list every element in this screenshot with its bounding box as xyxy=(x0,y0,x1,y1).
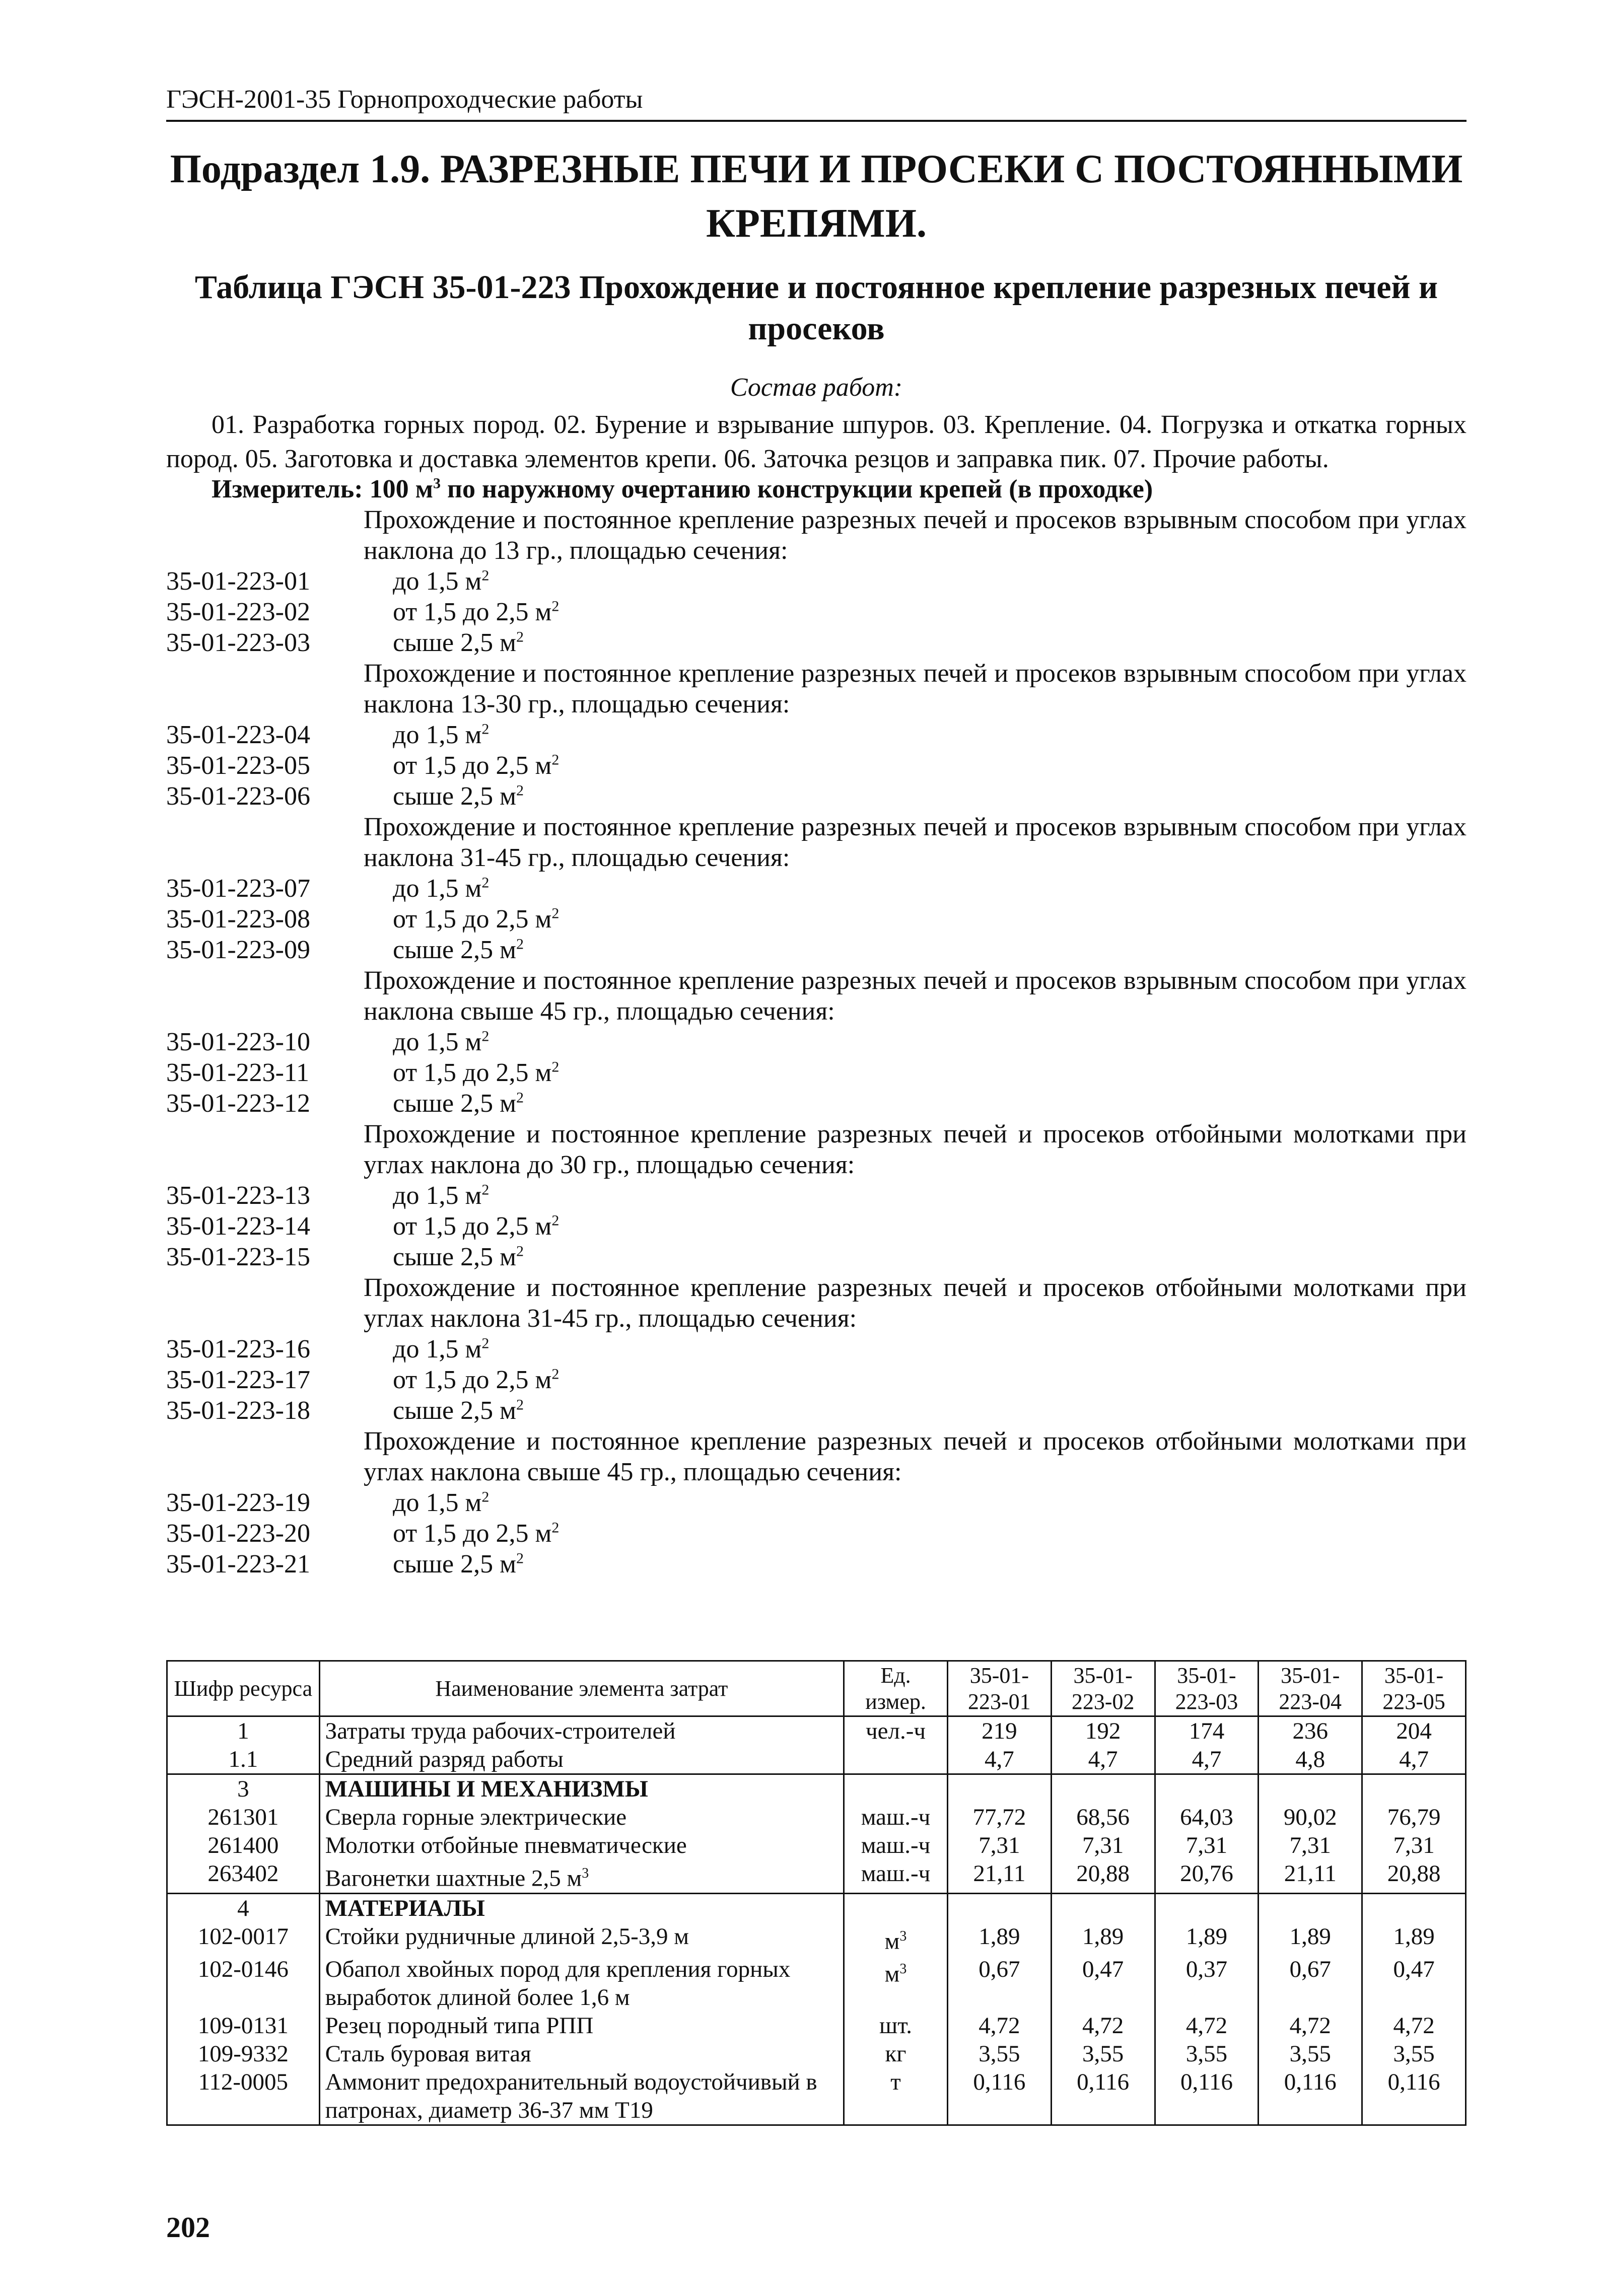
norm-cross-section: сыше 2,5 $м^2$ xyxy=(393,1550,524,1578)
table-row xyxy=(167,1893,1466,1922)
work-composition-title: Состав работ: xyxy=(730,373,903,402)
norm-value-cell: 1,89 xyxy=(1051,1922,1155,1956)
norm-value-cell: 192 xyxy=(1051,1716,1155,1746)
table-row xyxy=(167,2068,1466,2125)
cost-element-cell: Вагонетки шахтные 2,5 $м^3$ xyxy=(319,1859,844,1893)
subsection-title: Подраздел 1.9. РАЗРЕЗНЫЕ ПЕЧИ И ПРОСЕКИ С ПОСТОЯННЫМИ КРЕПЯМИ. xyxy=(170,147,1463,246)
norm-value-cell: 3,55 xyxy=(1362,2040,1466,2068)
norm-value-cell xyxy=(1155,1774,1259,1804)
norm-cross-section: до 1,5 $м^2$ xyxy=(393,1488,490,1517)
norm-row xyxy=(166,1518,1467,1549)
norm-value-cell: 7,31 xyxy=(1155,1831,1259,1859)
norm-cross-section: от 1,5 до 2,5 $м^2$ xyxy=(393,1058,560,1087)
norm-value-cell xyxy=(947,1774,1051,1804)
norm-cross-section: сыше 2,5 $м^2$ xyxy=(393,782,524,811)
norm-row xyxy=(166,1057,1467,1088)
norm-row xyxy=(166,597,1467,627)
norm-cross-section: сыше 2,5 $м^2$ xyxy=(393,1243,524,1271)
norm-row xyxy=(166,1334,1467,1365)
cost-element-cell: Затраты труда рабочих-строителей xyxy=(319,1716,844,1746)
norm-code: 35-01-223-01 xyxy=(166,567,310,596)
measure-label: Измеритель: xyxy=(212,475,363,504)
norm-cross-section: от 1,5 до 2,5 $м^2$ xyxy=(393,905,560,934)
norm-cross-section: от 1,5 до 2,5 $м^2$ xyxy=(393,1519,560,1548)
cost-element-cell: Аммонит предохранительный водоустойчивый в патронах, диаметр 36-37 мм Т19 xyxy=(319,2068,844,2125)
norm-value-cell: 20,76 xyxy=(1155,1859,1259,1893)
unit-cell xyxy=(844,1774,948,1804)
norm-list xyxy=(166,505,1467,1580)
norm-value-cell: 21,11 xyxy=(947,1859,1051,1893)
norm-row xyxy=(166,1027,1467,1057)
norm-cross-section: сыше 2,5 $м^2$ xyxy=(393,936,524,964)
header-unit: Ед. измер. xyxy=(844,1661,948,1716)
norm-value-cell: 4,7 xyxy=(1362,1745,1466,1774)
norm-value-cell: 1,89 xyxy=(1362,1922,1466,1956)
norm-value-cell xyxy=(1259,1893,1362,1922)
page-number: 202 xyxy=(166,2211,210,2244)
norm-row xyxy=(166,627,1467,658)
header-resource-code: Шифр ресурса xyxy=(167,1661,320,1716)
norm-value-cell: 3,55 xyxy=(1155,2040,1259,2068)
unit-cell: шт. xyxy=(844,2012,948,2040)
table-header-row xyxy=(167,1661,1466,1716)
norm-cross-section: до 1,5 $м^2$ xyxy=(393,721,490,749)
norm-row xyxy=(166,1088,1467,1119)
norm-code: 35-01-223-15 xyxy=(166,1243,310,1271)
table-row xyxy=(167,2012,1466,2040)
header-norm: 35-01- 223-01 xyxy=(947,1661,1051,1716)
norm-value-cell: 1,89 xyxy=(1259,1922,1362,1956)
norm-row xyxy=(166,720,1467,750)
norm-row xyxy=(166,566,1467,597)
norm-code: 35-01-223-02 xyxy=(166,598,310,626)
norm-value-cell: 0,37 xyxy=(1155,1955,1259,2012)
norm-value-cell: 7,31 xyxy=(1051,1831,1155,1859)
norm-value-cell: 4,7 xyxy=(947,1745,1051,1774)
unit-cell: маш.-ч xyxy=(844,1859,948,1893)
norm-group-description: Прохождение и постоянное крепление разрезных печей и просеков взрывным способом при углах наклона 31-45 гр., площадью сечения: xyxy=(364,813,1467,872)
norm-value-cell: 77,72 xyxy=(947,1803,1051,1831)
norm-value-cell: 3,55 xyxy=(1259,2040,1362,2068)
cost-element-cell: Обапол хвойных пород для крепления горных выработок длиной более 1,6 м xyxy=(319,1955,844,2012)
norm-value-cell: 7,31 xyxy=(947,1831,1051,1859)
cost-element-cell: Резец породный типа РПП xyxy=(319,2012,844,2040)
norm-code: 35-01-223-11 xyxy=(166,1058,310,1087)
norm-row xyxy=(166,1365,1467,1395)
table-row xyxy=(167,1745,1466,1774)
norm-value-cell: 68,56 xyxy=(1051,1803,1155,1831)
norm-value-cell: 0,116 xyxy=(1051,2068,1155,2125)
norm-value-cell: 0,47 xyxy=(1051,1955,1155,2012)
measure-line xyxy=(212,474,1153,504)
norm-value-cell: 0,116 xyxy=(1155,2068,1259,2125)
norm-value-cell: 4,72 xyxy=(1155,2012,1259,2040)
norm-row xyxy=(166,750,1467,781)
norm-value-cell: 7,31 xyxy=(1259,1831,1362,1859)
norm-value-cell xyxy=(1259,1774,1362,1804)
norm-value-cell: 4,8 xyxy=(1259,1745,1362,1774)
norm-value-cell: 64,03 xyxy=(1155,1803,1259,1831)
running-header: ГЭСН-2001-35 Горнопроходческие работы xyxy=(166,85,643,114)
norm-value-cell: 0,116 xyxy=(947,2068,1051,2125)
resource-code-cell: 263402 xyxy=(167,1859,320,1893)
resource-code-cell: 1 xyxy=(167,1716,320,1746)
norm-group-description: Прохождение и постоянное крепление разрезных печей и просеков отбойными молотками при углах наклона свыше 45 гр., площадью сечения: xyxy=(364,1427,1467,1486)
norm-value-cell: 1,89 xyxy=(1155,1922,1259,1956)
norm-cross-section: от 1,5 до 2,5 $м^2$ xyxy=(393,751,560,780)
resource-code-cell: 109-0131 xyxy=(167,2012,320,2040)
norm-value-cell xyxy=(1155,1893,1259,1922)
unit-cell: $м^3$ xyxy=(844,1922,948,1956)
resource-code-cell: 112-0005 xyxy=(167,2068,320,2125)
norm-code: 35-01-223-20 xyxy=(166,1519,310,1548)
norm-value-cell: 1,89 xyxy=(947,1922,1051,1956)
norm-cross-section: до 1,5 $м^2$ xyxy=(393,1028,490,1056)
norm-value-cell: 236 xyxy=(1259,1716,1362,1746)
norm-value-cell: 0,67 xyxy=(947,1955,1051,2012)
unit-cell xyxy=(844,1893,948,1922)
resource-code-cell: 102-0146 xyxy=(167,1955,320,2012)
norm-value-cell: 204 xyxy=(1362,1716,1466,1746)
norm-group-description: Прохождение и постоянное крепление разрезных печей и просеков отбойными молотками при углах наклона 31-45 гр., площадью сечения: xyxy=(364,1273,1467,1333)
norm-code: 35-01-223-18 xyxy=(166,1396,310,1425)
header-norm: 35-01- 223-03 xyxy=(1155,1661,1259,1716)
norm-value-cell: 3,55 xyxy=(947,2040,1051,2068)
unit-cell: т xyxy=(844,2068,948,2125)
norm-cross-section: сыше 2,5 $м^2$ xyxy=(393,1089,524,1118)
norm-value-cell: 0,116 xyxy=(1259,2068,1362,2125)
unit-cell xyxy=(844,1745,948,1774)
norm-value-cell: 7,31 xyxy=(1362,1831,1466,1859)
norm-row xyxy=(166,873,1467,904)
norm-row xyxy=(166,935,1467,965)
resource-code-cell: 4 xyxy=(167,1893,320,1922)
norm-code: 35-01-223-19 xyxy=(166,1488,310,1517)
resource-code-cell: 1.1 xyxy=(167,1745,320,1774)
norm-value-cell: 3,55 xyxy=(1051,2040,1155,2068)
norm-value-cell: 4,7 xyxy=(1051,1745,1155,1774)
header-cost-element: Наименование элемента затрат xyxy=(319,1661,844,1716)
resource-code-cell: 261301 xyxy=(167,1803,320,1831)
header-norm: 35-01- 223-02 xyxy=(1051,1661,1155,1716)
norm-code: 35-01-223-21 xyxy=(166,1550,310,1578)
norm-value-cell: 4,72 xyxy=(1051,2012,1155,2040)
norm-value-cell xyxy=(947,1893,1051,1922)
norm-cross-section: от 1,5 до 2,5 $м^2$ xyxy=(393,1366,560,1394)
cost-element-cell: МАТЕРИАЛЫ xyxy=(319,1893,844,1922)
norm-value-cell: 4,72 xyxy=(1259,2012,1362,2040)
norm-cross-section: сыше 2,5 $м^2$ xyxy=(393,1396,524,1425)
norm-code: 35-01-223-12 xyxy=(166,1089,310,1118)
header-norm: 35-01- 223-04 xyxy=(1259,1661,1362,1716)
norm-value-cell: 20,88 xyxy=(1051,1859,1155,1893)
norm-row xyxy=(166,1395,1467,1426)
cost-element-cell: Стойки рудничные длиной 2,5-3,9 м xyxy=(319,1922,844,1956)
resource-code-cell: 3 xyxy=(167,1774,320,1804)
norm-cross-section: до 1,5 $м^2$ xyxy=(393,1181,490,1210)
norm-code: 35-01-223-05 xyxy=(166,751,310,780)
header-rule xyxy=(166,120,1467,122)
norm-value-cell: 76,79 xyxy=(1362,1803,1466,1831)
norm-value-cell: 90,02 xyxy=(1259,1803,1362,1831)
cost-element-cell: Средний разряд работы xyxy=(319,1745,844,1774)
norm-cross-section: до 1,5 $м^2$ xyxy=(393,567,490,596)
unit-cell: $м^3$ xyxy=(844,1955,948,2012)
norm-code: 35-01-223-17 xyxy=(166,1366,310,1394)
resource-code-cell: 102-0017 xyxy=(167,1922,320,1956)
norm-row xyxy=(166,1180,1467,1211)
norm-cross-section: от 1,5 до 2,5 $м^2$ xyxy=(393,598,560,626)
norm-value-cell: 20,88 xyxy=(1362,1859,1466,1893)
norm-code: 35-01-223-10 xyxy=(166,1028,310,1056)
norm-code: 35-01-223-09 xyxy=(166,936,310,964)
norm-group-description: Прохождение и постоянное крепление разрезных печей и просеков взрывным способом при углах наклона 13-30 гр., площадью сечения: xyxy=(364,659,1467,719)
norm-cross-section: до 1,5 $м^2$ xyxy=(393,874,490,903)
norm-value-cell xyxy=(1362,1774,1466,1804)
table-row xyxy=(167,1831,1466,1859)
norm-code: 35-01-223-14 xyxy=(166,1212,310,1241)
table-row xyxy=(167,1955,1466,2012)
norm-value-cell xyxy=(1051,1893,1155,1922)
norm-cross-section: до 1,5 $м^2$ xyxy=(393,1335,490,1364)
resource-code-cell: 109-9332 xyxy=(167,2040,320,2068)
norm-code: 35-01-223-06 xyxy=(166,782,310,811)
table-row xyxy=(167,1803,1466,1831)
resource-cost-table xyxy=(166,1660,1467,2126)
unit-cell: чел.-ч xyxy=(844,1716,948,1746)
norm-value-cell: 0,116 xyxy=(1362,2068,1466,2125)
unit-cell: маш.-ч xyxy=(844,1803,948,1831)
norm-row xyxy=(166,904,1467,935)
norm-code: 35-01-223-16 xyxy=(166,1335,310,1364)
norm-value-cell: 4,7 xyxy=(1155,1745,1259,1774)
norm-value-cell: 4,72 xyxy=(947,2012,1051,2040)
table-row xyxy=(167,1859,1466,1893)
table-row xyxy=(167,1774,1466,1804)
table-title: Таблица ГЭСН 35-01-223 Прохождение и постоянное крепление разрезных печей и просеков xyxy=(194,269,1438,347)
table-row xyxy=(167,1922,1466,1956)
norm-code: 35-01-223-03 xyxy=(166,628,310,657)
norm-row xyxy=(166,1242,1467,1272)
norm-value-cell xyxy=(1051,1774,1155,1804)
norm-cross-section: сыше 2,5 $м^2$ xyxy=(393,628,524,657)
table-row xyxy=(167,2040,1466,2068)
norm-code: 35-01-223-07 xyxy=(166,874,310,903)
header-norm: 35-01- 223-05 xyxy=(1362,1661,1466,1716)
resource-code-cell: 261400 xyxy=(167,1831,320,1859)
work-composition-text: 01. Разработка горных пород. 02. Бурение и взрывание шпуров. 03. Крепление. 04. Погрузка и откатка горных пород. 05. Заготовка и доставка элементов крепи. 06. Заточка резцов и заправка пик. 07. Прочие работы. xyxy=(166,410,1467,473)
cost-element-cell: Сталь буровая витая xyxy=(319,2040,844,2068)
norm-value-cell xyxy=(1362,1893,1466,1922)
norm-row xyxy=(166,1487,1467,1518)
norm-row xyxy=(166,1549,1467,1580)
unit-cell: кг xyxy=(844,2040,948,2068)
norm-code: 35-01-223-08 xyxy=(166,905,310,934)
norm-value-cell: 0,67 xyxy=(1259,1955,1362,2012)
norm-row xyxy=(166,1211,1467,1242)
norm-group-description: Прохождение и постоянное крепление разрезных печей и просеков взрывным способом при углах наклона до 13 гр., площадью сечения: xyxy=(364,506,1467,565)
norm-group-description: Прохождение и постоянное крепление разрезных печей и просеков взрывным способом при углах наклона свыше 45 гр., площадью сечения: xyxy=(364,966,1467,1026)
norm-value-cell: 0,47 xyxy=(1362,1955,1466,2012)
norm-value-cell: 219 xyxy=(947,1716,1051,1746)
norm-value-cell: 174 xyxy=(1155,1716,1259,1746)
unit-cell: маш.-ч xyxy=(844,1831,948,1859)
measure-value: 100 $м^3$ по наружному очертанию конструкции крепей (в проходке) xyxy=(369,475,1153,504)
norm-group-description: Прохождение и постоянное крепление разрезных печей и просеков отбойными молотками при углах наклона до 30 гр., площадью сечения: xyxy=(364,1120,1467,1179)
cost-element-cell: МАШИНЫ И МЕХАНИЗМЫ xyxy=(319,1774,844,1804)
cost-element-cell: Сверла горные электрические xyxy=(319,1803,844,1831)
norm-value-cell: 4,72 xyxy=(1362,2012,1466,2040)
norm-cross-section: от 1,5 до 2,5 $м^2$ xyxy=(393,1212,560,1241)
norm-code: 35-01-223-13 xyxy=(166,1181,310,1210)
norm-code: 35-01-223-04 xyxy=(166,721,310,749)
norm-row xyxy=(166,781,1467,812)
table-row xyxy=(167,1716,1466,1746)
norm-value-cell: 21,11 xyxy=(1259,1859,1362,1893)
cost-element-cell: Молотки отбойные пневматические xyxy=(319,1831,844,1859)
